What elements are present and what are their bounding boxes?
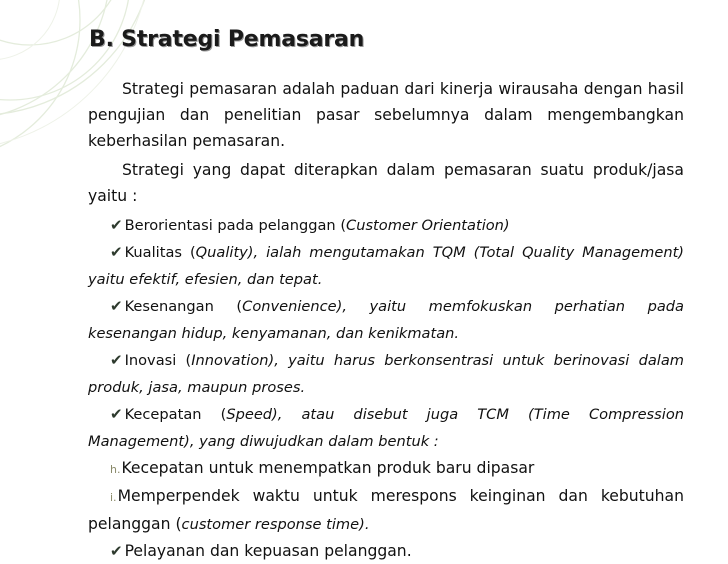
item-italic: Innovation), yaitu harus berkonsentrasi untuk berinovasi dalam produk, jasa, maupun proses. — [88, 352, 684, 396]
checkmark-icon: ✔ — [110, 351, 123, 369]
sublist-letter: i. — [110, 491, 117, 504]
list-item-speed — [88, 401, 684, 455]
list-item-convenience — [88, 293, 684, 347]
subitem-italic: customer response time). — [181, 516, 370, 533]
checkmark-icon: ✔ — [110, 405, 123, 423]
item-text: Pelayanan dan kepuasan pelanggan. — [124, 542, 412, 560]
subitem-text: Kecepatan untuk menempatkan produk baru dipasar — [121, 459, 535, 477]
slide-content — [88, 76, 684, 564]
list-item-service — [88, 538, 684, 564]
item-text: Kualitas ( — [124, 244, 196, 261]
checkmark-icon: ✔ — [110, 542, 123, 560]
item-italic: Speed), atau disebut juga TCM (Time Compression Management), yang diwujudkan dalam bentuk : — [88, 406, 684, 450]
sublist-item-response-time — [88, 483, 684, 538]
item-italic: Convenience), yaitu memfokuskan perhatian pada kesenangan hidup, kenyamanan, dan kenikmatan. — [88, 298, 684, 342]
checkmark-icon: ✔ — [110, 216, 123, 234]
checkmark-icon: ✔ — [110, 297, 123, 315]
subitem-text: Memperpendek waktu untuk merespons keinginan dan kebutuhan pelanggan ( — [88, 487, 684, 533]
item-text: Berorientasi pada pelanggan ( — [124, 217, 347, 234]
paragraph-definition: Strategi pemasaran adalah paduan dari kinerja wirausaha dengan hasil pengujian dan penelitian pasar sebelumnya dalam mengembangkan keberhasilan pemasaran. — [88, 80, 684, 150]
list-item-innovation — [88, 347, 684, 401]
item-italic: Customer Orientation) — [346, 217, 510, 234]
sublist-letter: h. — [110, 463, 121, 476]
sublist-item-new-product — [88, 455, 684, 483]
list-item-customer-orientation — [88, 212, 684, 239]
item-italic: Quality), ialah mengutamakan TQM (Total Quality Management) yaitu efektif, efesien, dan tepat. — [88, 244, 685, 288]
item-text: Kecepatan ( — [124, 406, 227, 423]
paragraph-intro: Strategi yang dapat diterapkan dalam pemasaran suatu produk/jasa yaitu : — [88, 161, 684, 205]
list-item-quality — [88, 239, 684, 293]
item-text: Inovasi ( — [124, 352, 192, 369]
checkmark-icon: ✔ — [110, 243, 123, 261]
slide-title: B. Strategi Pemasaran — [89, 27, 365, 52]
item-text: Kesenangan ( — [124, 298, 243, 315]
